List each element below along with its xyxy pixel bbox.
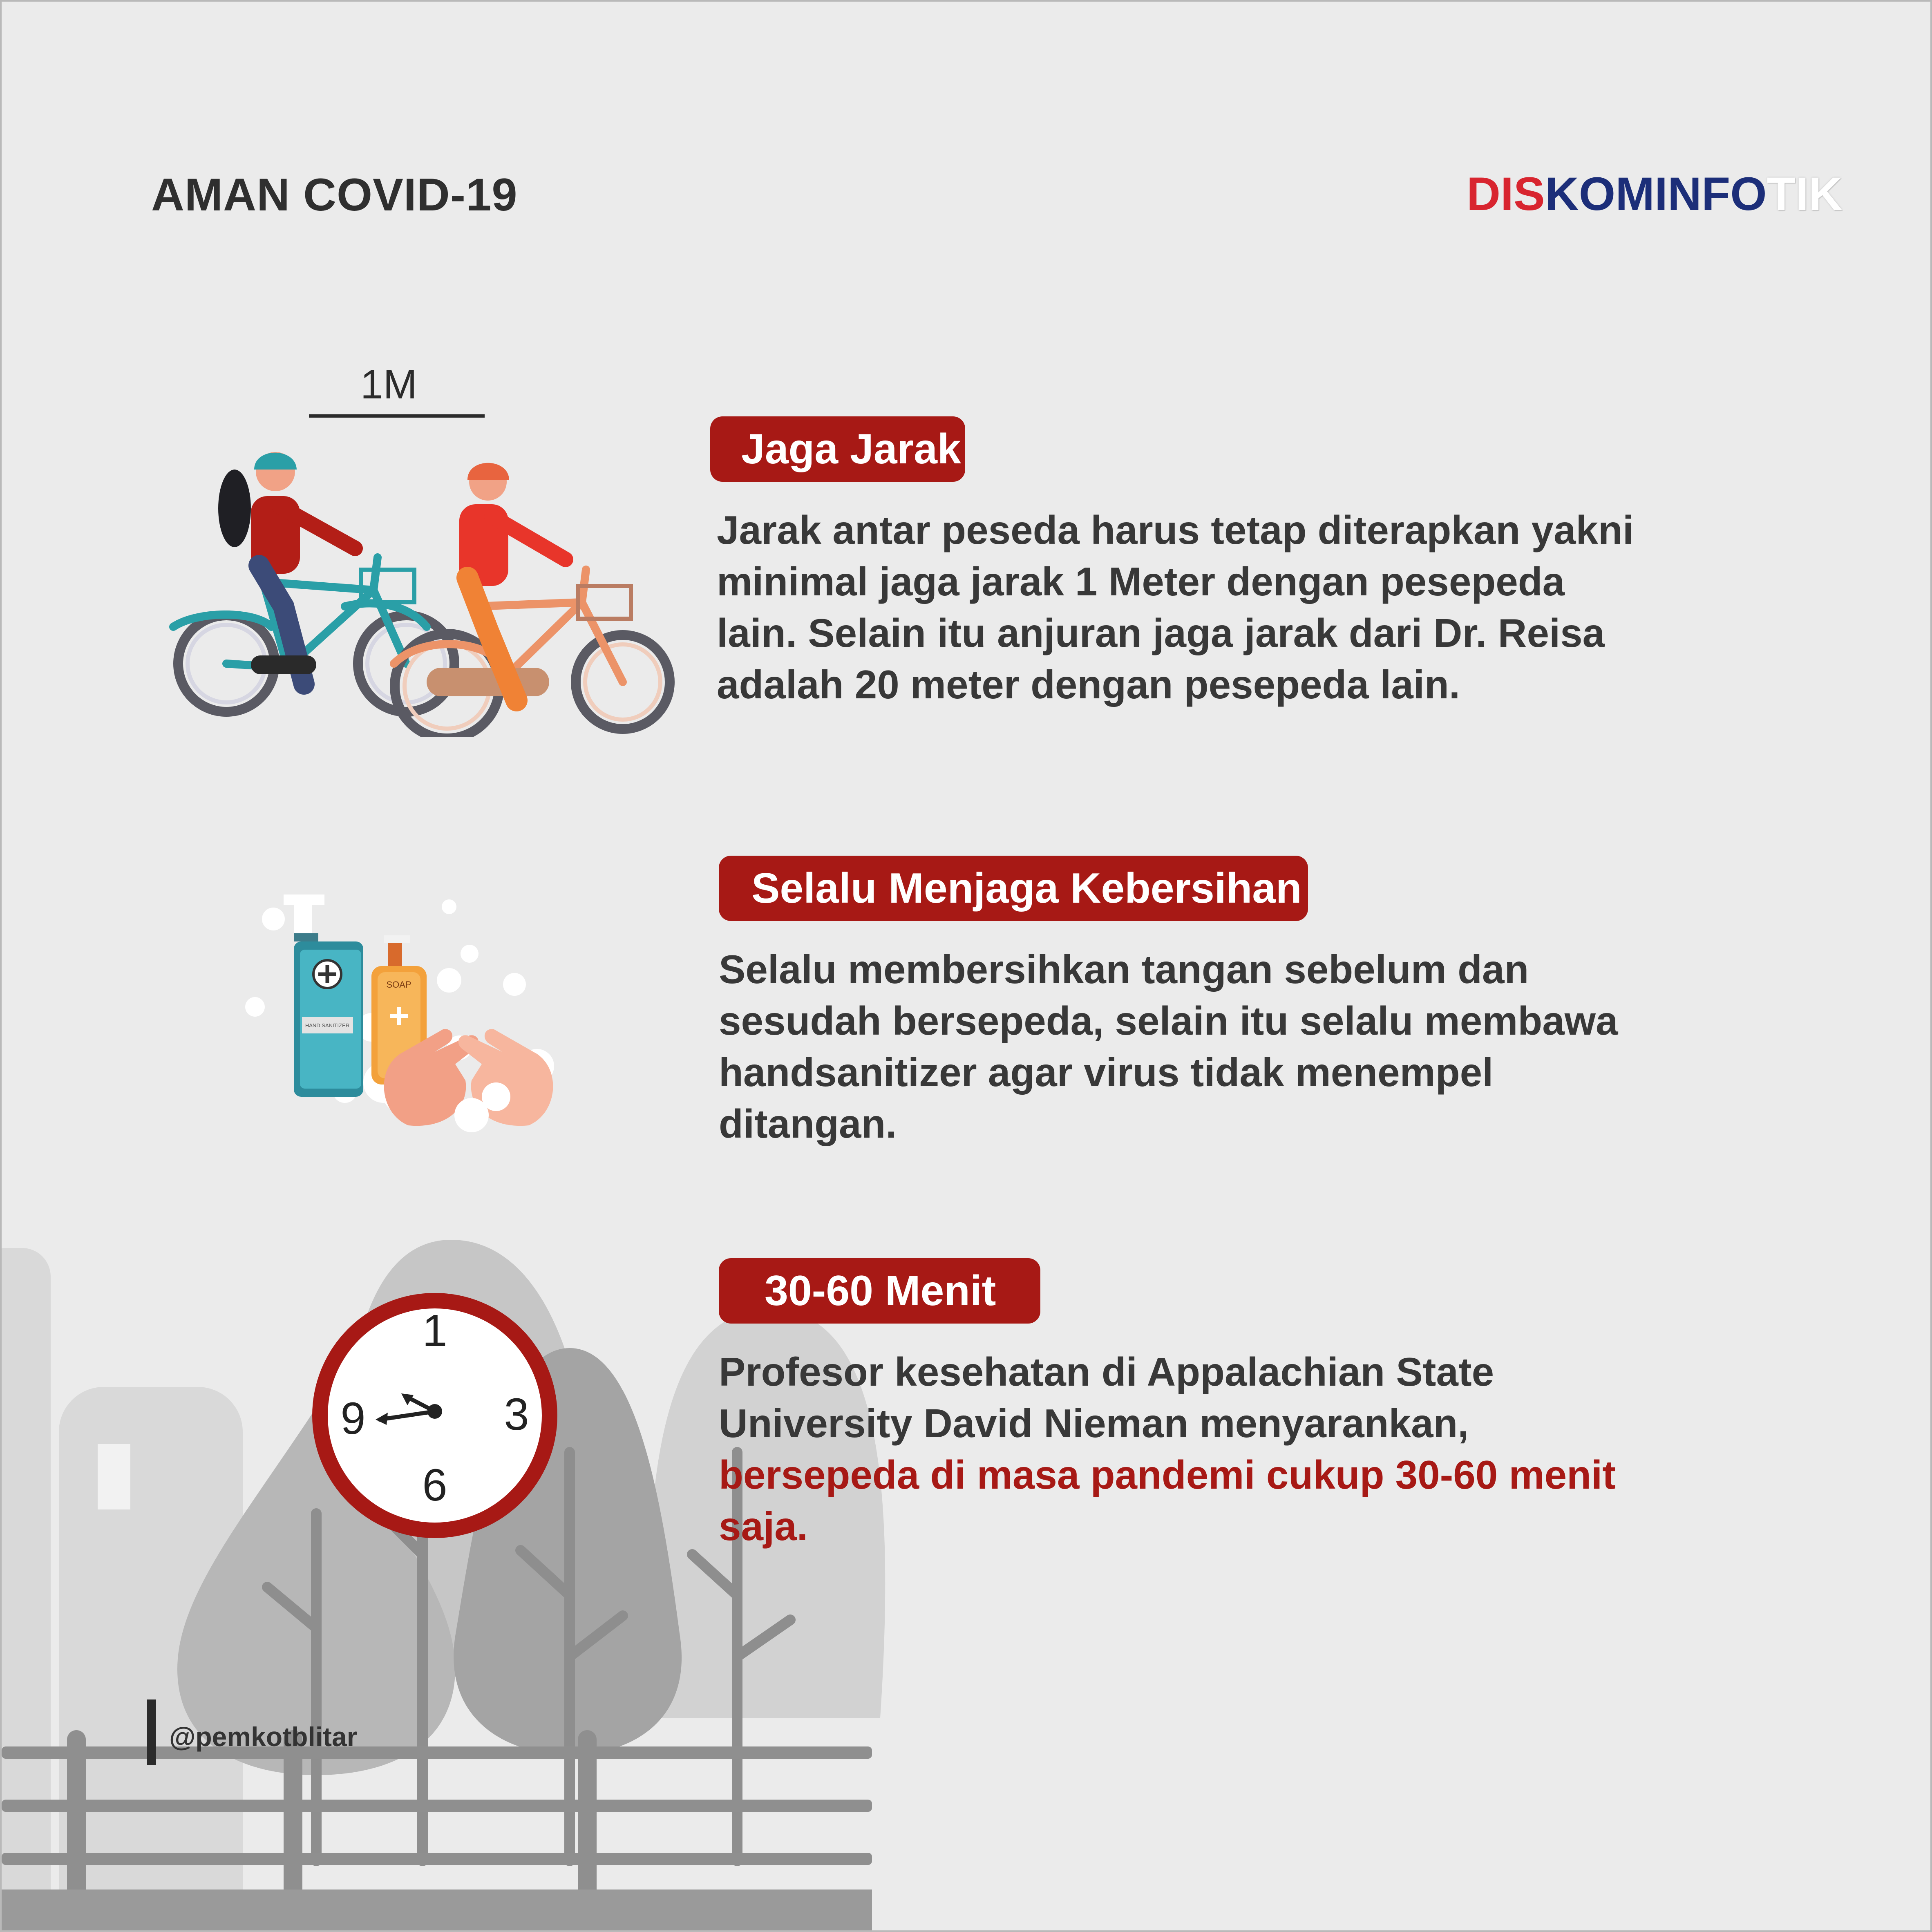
- clock-number-12: 1: [422, 1306, 447, 1356]
- durasi-body-plain: Profesor kesehatan di Appalachian State University David Nieman menyarankan,: [719, 1349, 1494, 1446]
- clock-number-6: 6: [422, 1460, 447, 1510]
- sanitizer-label: HAND SANITIZER: [305, 1022, 350, 1029]
- section-title-durasi: 30-60 Menit: [719, 1258, 1040, 1324]
- soap-label: SOAP: [386, 979, 411, 990]
- section-title-kebersihan: Selalu Menjaga Kebersihan: [719, 856, 1308, 921]
- handle-divider: [147, 1699, 156, 1765]
- section-body-durasi: [719, 1346, 1650, 1552]
- brand-part-3: TIK: [1767, 168, 1843, 220]
- social-handle: @pemkotblitar: [169, 1722, 358, 1752]
- header-title: AMAN COVID-19: [151, 169, 518, 220]
- section-title-jaga-jarak: Jaga Jarak: [710, 416, 965, 482]
- brand-logo: [1467, 167, 1843, 221]
- hand-hygiene-illustration: [243, 884, 610, 1138]
- clock-illustration: [308, 1289, 561, 1542]
- distance-label: 1M: [360, 362, 417, 407]
- distance-line: [309, 414, 485, 418]
- cyclists-illustration: [149, 435, 680, 737]
- brand-part-1: DIS: [1467, 168, 1545, 220]
- section-body-kebersihan: Selalu membersihkan tangan sebelum dan sesudah bersepeda, selain itu selalu membawa handsanitizer agar virus tidak menempel ditangan.: [719, 947, 1618, 1146]
- clock-number-3: 3: [504, 1389, 529, 1440]
- durasi-body-accent: bersepeda di masa pandemi cukup 30-60 menit saja.: [719, 1452, 1616, 1549]
- clock-number-9: 9: [340, 1393, 366, 1444]
- brand-part-2: KOMINFO: [1545, 168, 1767, 220]
- section-body-jaga-jarak: Jarak antar peseda harus tetap diterapkan yakni minimal jaga jarak 1 Meter dengan pesepeda lain. Selain itu anjuran jaga jarak dari Dr. Reisa adalah 20 meter dengan pesepeda lain.: [717, 508, 1634, 707]
